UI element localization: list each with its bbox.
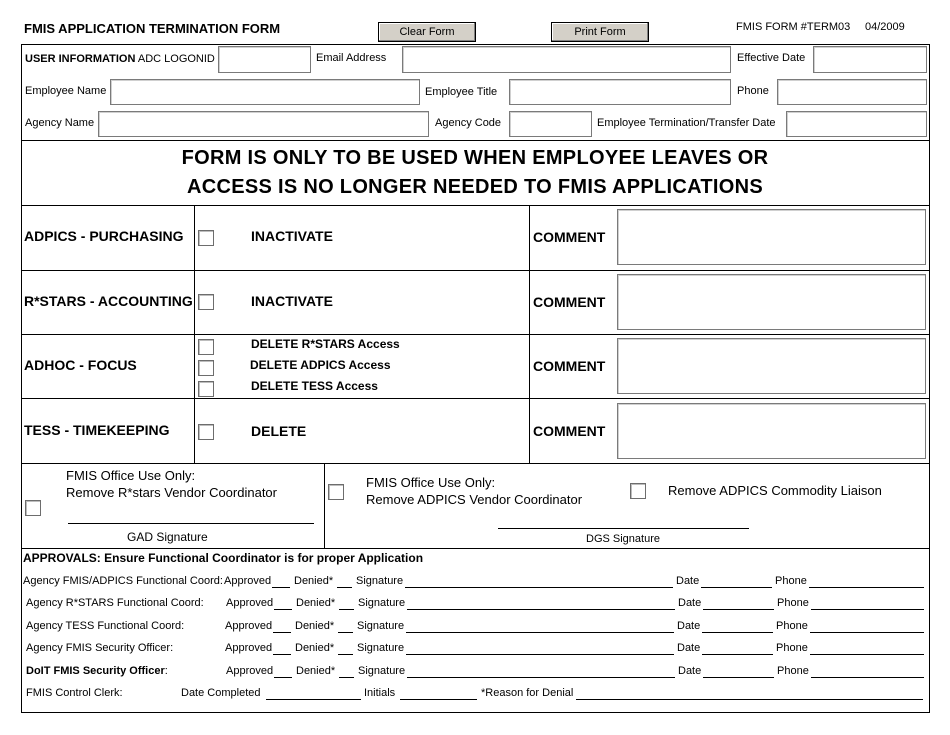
banner-line-1: FORM IS ONLY TO BE USED WHEN EMPLOYEE LEAVES OR: [181, 147, 769, 169]
approval-role-3: Agency TESS Functional Coord:: [26, 620, 185, 632]
initials-line[interactable]: [400, 699, 477, 700]
adhoc-delete-adpics-label: DELETE ADPICS Access: [250, 358, 391, 372]
office-use-left-line2: Remove R*stars Vendor Coordinator: [66, 485, 277, 500]
approval-denied-label-2: Denied*: [296, 597, 336, 609]
approval-approved-label-4: Approved: [225, 642, 273, 654]
approval-signature-line-1[interactable]: [405, 587, 673, 588]
approval-approved-line-1[interactable]: [272, 587, 290, 588]
adhoc-tess-checkbox[interactable]: [198, 381, 214, 397]
reason-label: *Reason for Denial: [481, 687, 574, 699]
print-form-button[interactable]: Print Form: [551, 22, 649, 42]
approval-approved-line-4[interactable]: [273, 654, 291, 655]
divider-userinfo: [21, 140, 930, 141]
divider-row-1: [21, 270, 930, 271]
office-use-divider: [324, 463, 325, 548]
employee-name-field[interactable]: [110, 79, 420, 105]
adpics-comment-field[interactable]: [617, 209, 926, 265]
approval-denied-line-4[interactable]: [338, 654, 353, 655]
approval-denied-line-2[interactable]: [339, 609, 354, 610]
adhoc-delete-tess-label: DELETE TESS Access: [251, 379, 378, 393]
gad-signature-label: GAD Signature: [127, 530, 208, 544]
approval-date-line-2[interactable]: [703, 609, 774, 610]
form-date: 04/2009: [865, 21, 905, 33]
termination-date-label: Employee Termination/Transfer Date: [597, 117, 776, 129]
approval-approved-label-5: Approved: [226, 665, 274, 677]
approval-date-label-5: Date: [678, 665, 702, 677]
approval-approved-label-2: Approved: [226, 597, 274, 609]
approval-signature-label-1: Signature: [356, 575, 404, 587]
approval-date-line-5[interactable]: [703, 677, 774, 678]
approval-denied-label-3: Denied*: [295, 620, 335, 632]
approval-phone-label-4: Phone: [776, 642, 808, 654]
approval-denied-line-1[interactable]: [337, 587, 352, 588]
rstars-inactivate-label: INACTIVATE: [251, 293, 333, 309]
initials-label: Initials: [364, 687, 396, 699]
approval-phone-line-1[interactable]: [809, 587, 924, 588]
tess-delete-checkbox[interactable]: [198, 424, 214, 440]
approval-date-line-3[interactable]: [702, 632, 773, 633]
approval-phone-line-3[interactable]: [810, 632, 924, 633]
adpics-inactivate-label: INACTIVATE: [251, 228, 333, 244]
clear-form-button[interactable]: Clear Form: [378, 22, 476, 42]
system-tess: TESS - TIMEKEEPING: [24, 422, 170, 438]
approval-phone-label-2: Phone: [777, 597, 809, 609]
approval-phone-label-3: Phone: [776, 620, 808, 632]
approval-signature-label-2: Signature: [358, 597, 406, 609]
col-divider-2: [529, 205, 530, 463]
approval-signature-line-4[interactable]: [406, 654, 674, 655]
logonid-label: ADC LOGONID: [137, 53, 215, 65]
divider-approvals: [21, 548, 930, 549]
approval-date-line-4[interactable]: [702, 654, 773, 655]
remove-adpics-vendor-checkbox[interactable]: [328, 484, 344, 500]
approval-phone-label-5: Phone: [777, 665, 809, 677]
system-rstars: R*STARS - ACCOUNTING: [24, 293, 193, 309]
approval-denied-label-4: Denied*: [295, 642, 335, 654]
logonid-field[interactable]: [218, 46, 311, 73]
date-completed-line[interactable]: [266, 699, 361, 700]
remove-rstars-vendor-checkbox[interactable]: [25, 500, 41, 516]
approval-date-label-4: Date: [677, 642, 701, 654]
frame-left: [21, 44, 22, 713]
adhoc-rstars-checkbox[interactable]: [198, 339, 214, 355]
dgs-signature-label: DGS Signature: [586, 533, 660, 545]
approvals-heading: APPROVALS: Ensure Functional Coordinator is for proper Application: [23, 551, 424, 565]
approval-date-label-1: Date: [676, 575, 700, 587]
approval-role-5-name: DoIT FMIS Security Officer: [26, 665, 165, 677]
rstars-comment-field[interactable]: [617, 274, 926, 330]
rstars-inactivate-checkbox[interactable]: [198, 294, 214, 310]
employee-name-label: Employee Name: [25, 85, 107, 97]
approval-approved-label-3: Approved: [225, 620, 273, 632]
approval-signature-label-3: Signature: [357, 620, 405, 632]
banner-line-2: ACCESS IS NO LONGER NEEDED TO FMIS APPLICATIONS: [186, 176, 763, 198]
effective-date-label: Effective Date: [737, 52, 806, 64]
email-field[interactable]: [402, 46, 731, 73]
approval-date-label-3: Date: [677, 620, 701, 632]
approval-role-1: Agency FMIS/ADPICS Functional Coord:: [23, 575, 223, 587]
form-number: FMIS FORM #TERM03: [736, 21, 851, 33]
tess-comment-field[interactable]: [617, 403, 926, 459]
approval-signature-line-5[interactable]: [407, 677, 675, 678]
system-adhoc: ADHOC - FOCUS: [24, 357, 137, 373]
approval-signature-line-2[interactable]: [407, 609, 675, 610]
effective-date-field[interactable]: [813, 46, 927, 73]
employee-title-field[interactable]: [509, 79, 731, 105]
control-clerk-label: FMIS Control Clerk:: [26, 687, 123, 699]
approval-denied-line-3[interactable]: [338, 632, 353, 633]
approval-approved-label-1: Approved: [224, 575, 272, 587]
approval-date-label-2: Date: [678, 597, 702, 609]
approval-denied-label-1: Denied*: [294, 575, 334, 587]
dgs-signature-line[interactable]: [498, 528, 749, 529]
approval-date-line-1[interactable]: [701, 587, 772, 588]
agency-name-field[interactable]: [98, 111, 429, 137]
approval-role-4: Agency FMIS Security Officer:: [26, 642, 174, 654]
office-use-right-line2: Remove ADPICS Vendor Coordinator: [366, 492, 583, 507]
frame-right: [929, 44, 930, 713]
user-info-label: USER INFORMATION: [25, 53, 136, 65]
approval-approved-line-5[interactable]: [274, 677, 292, 678]
tess-comment-label: COMMENT: [533, 423, 606, 439]
col-divider-1: [194, 205, 195, 463]
approval-signature-line-3[interactable]: [406, 632, 674, 633]
tess-delete-label: DELETE: [251, 423, 307, 439]
reason-line[interactable]: [576, 699, 923, 700]
frame-top: [21, 44, 930, 45]
phone-label: Phone: [737, 85, 769, 97]
frame-bottom: [21, 712, 930, 713]
remove-commodity-liaison-checkbox[interactable]: [630, 483, 646, 499]
divider-row-4: [21, 463, 930, 464]
approval-phone-line-4[interactable]: [810, 654, 924, 655]
approval-approved-line-2[interactable]: [274, 609, 292, 610]
approval-phone-line-5[interactable]: [811, 677, 924, 678]
form-title: FMIS APPLICATION TERMINATION FORM: [24, 21, 281, 36]
office-use-left-line1: FMIS Office Use Only:: [66, 468, 196, 483]
approval-denied-line-5[interactable]: [339, 677, 354, 678]
approval-phone-line-2[interactable]: [811, 609, 924, 610]
approval-role-5-colon: :: [164, 665, 168, 677]
divider-row-3: [21, 398, 930, 399]
date-completed-label: Date Completed: [181, 687, 261, 699]
agency-name-label: Agency Name: [25, 117, 95, 129]
approval-role-2: Agency R*STARS Functional Coord:: [26, 597, 204, 609]
email-label: Email Address: [316, 52, 387, 64]
system-adpics: ADPICS - PURCHASING: [24, 228, 184, 244]
approval-approved-line-3[interactable]: [273, 632, 291, 633]
adhoc-comment-label: COMMENT: [533, 358, 606, 374]
agency-code-field[interactable]: [509, 111, 592, 137]
user-info-heading: [25, 53, 215, 65]
adpics-comment-label: COMMENT: [533, 229, 606, 245]
approval-denied-label-5: Denied*: [296, 665, 336, 677]
phone-field[interactable]: [777, 79, 927, 105]
divider-row-2: [21, 334, 930, 335]
office-use-right-option: Remove ADPICS Commodity Liaison: [668, 483, 882, 498]
approval-signature-label-5: Signature: [358, 665, 406, 677]
gad-signature-line[interactable]: [68, 523, 314, 524]
adhoc-adpics-checkbox[interactable]: [198, 360, 214, 376]
adhoc-comment-field[interactable]: [617, 338, 926, 394]
adpics-inactivate-checkbox[interactable]: [198, 230, 214, 246]
employee-title-label: Employee Title: [425, 86, 498, 98]
adhoc-delete-rstars-label: DELETE R*STARS Access: [251, 337, 400, 351]
rstars-comment-label: COMMENT: [533, 294, 606, 310]
termination-date-field[interactable]: [786, 111, 927, 137]
agency-code-label: Agency Code: [435, 117, 502, 129]
approval-signature-label-4: Signature: [357, 642, 405, 654]
approval-role-5: [26, 665, 168, 677]
office-use-right-line1: FMIS Office Use Only:: [366, 475, 496, 490]
approval-phone-label-1: Phone: [775, 575, 807, 587]
divider-banner: [21, 205, 930, 206]
